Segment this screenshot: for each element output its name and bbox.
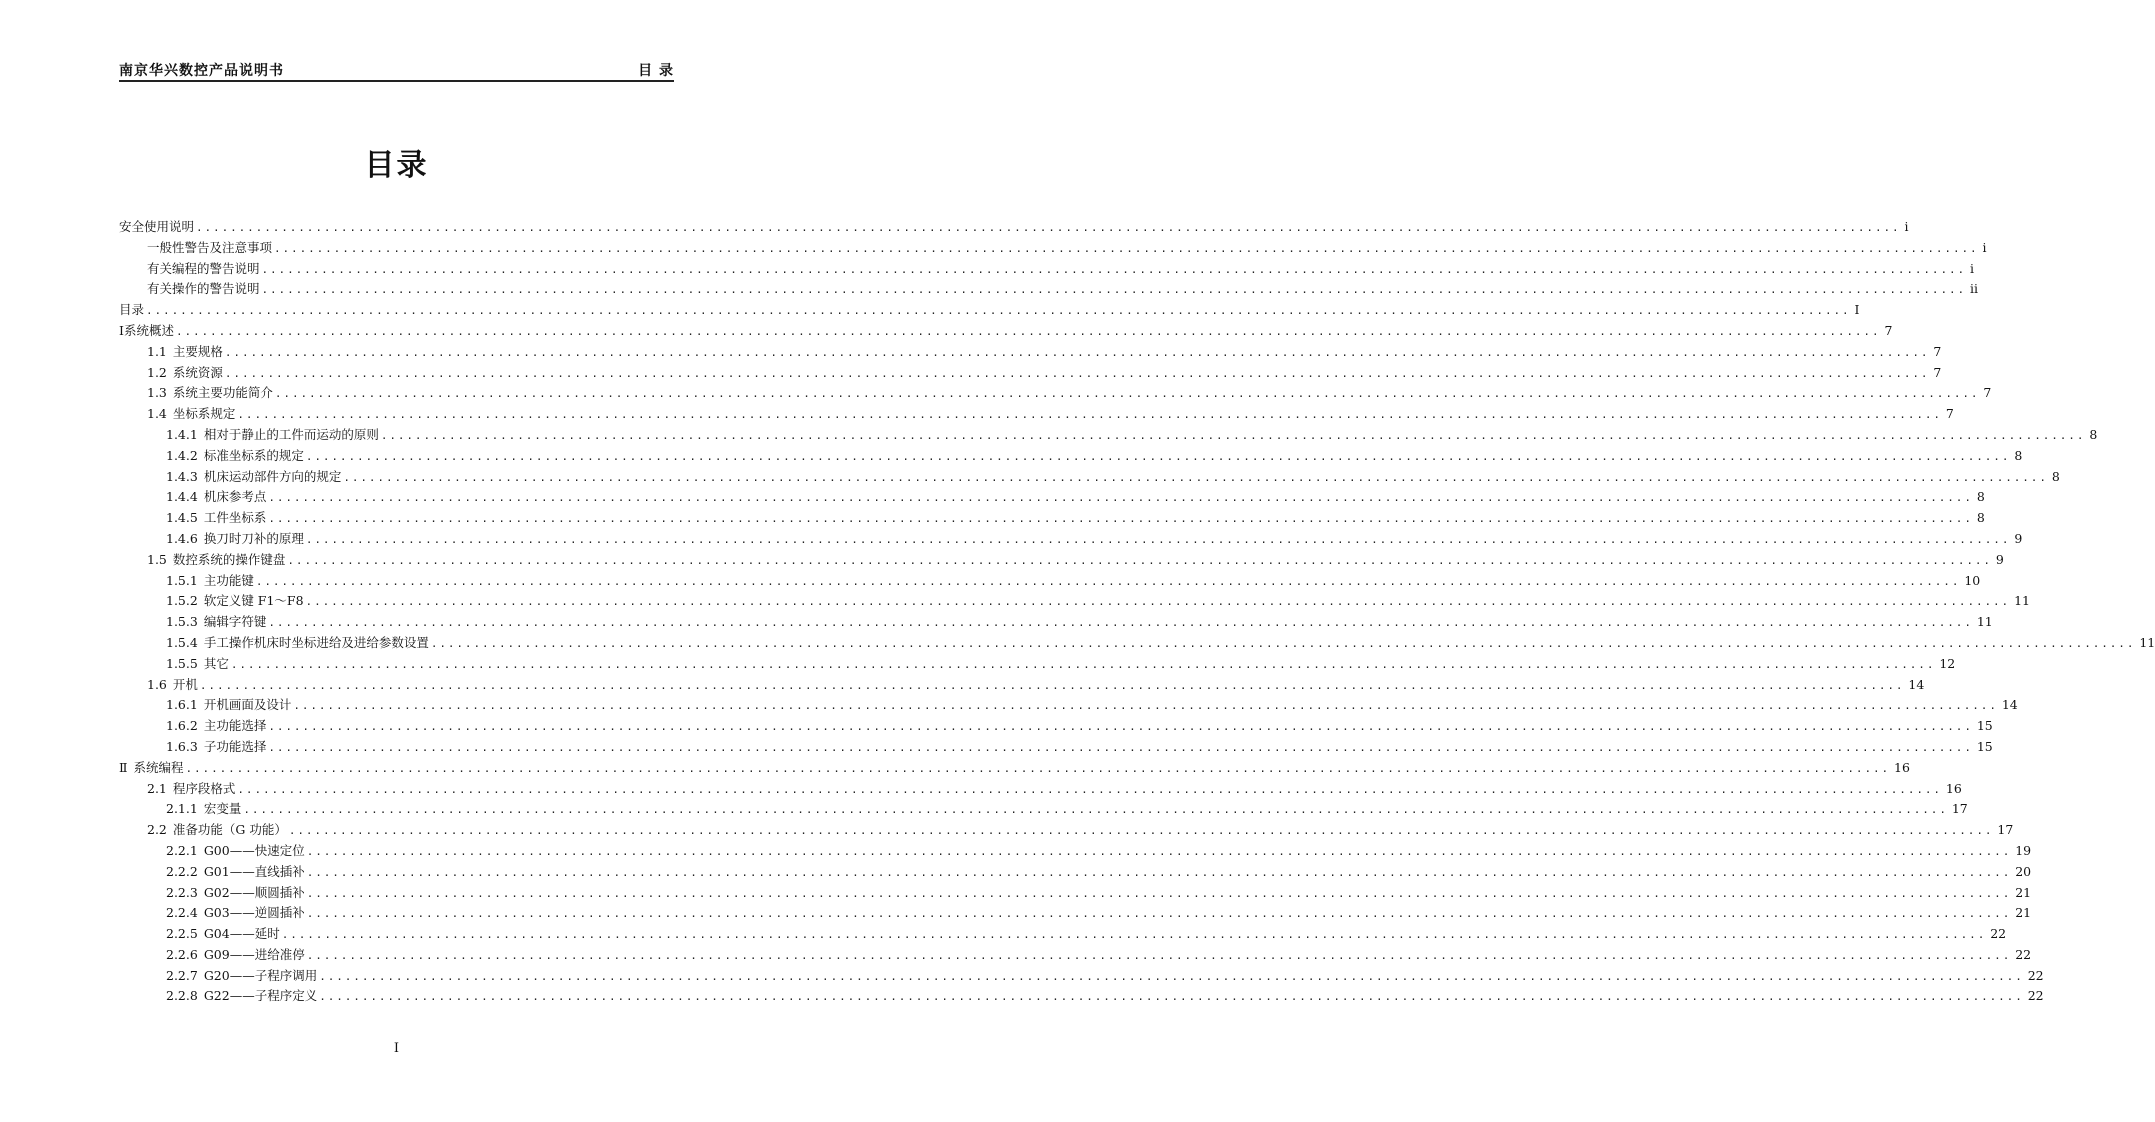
toc-dot-leader: ........................................................................................................................................................................................................ — [306, 886, 2012, 900]
toc-entry-title: 编辑字符键 — [203, 614, 267, 630]
toc-entry-title: 主功能选择 — [203, 718, 267, 734]
toc-entry-title: 工件坐标系 — [203, 510, 267, 526]
toc-dot-leader: ........................................................................................................................................................................................................ — [224, 366, 1930, 380]
toc-entry-page: I — [1854, 302, 1860, 318]
toc-entry-title: 主要规格 — [172, 343, 223, 359]
toc-entry-number: 2.1 — [147, 780, 167, 796]
toc-entry-title: 系统资源 — [172, 364, 223, 380]
toc-entry-page: i — [1982, 239, 1987, 255]
toc-entry[interactable] — [119, 571, 1981, 592]
toc-entry-page: 17 — [1997, 822, 2014, 838]
toc-entry-number: 1.4.2 — [166, 447, 198, 463]
toc-entry-title: G09——进给准停 — [203, 946, 305, 962]
toc-entry[interactable] — [119, 903, 2032, 924]
toc-entry-number: 1.4.5 — [166, 510, 198, 526]
toc-dot-leader: ........................................................................................................................................................................................................ — [268, 491, 1973, 505]
toc-dot-leader: ........................................................................................................................................................................................................ — [199, 678, 1905, 692]
toc-dot-leader: ........................................................................................................................................................................................................ — [261, 262, 1967, 276]
toc-dot-leader: ........................................................................................................................................................................................................ — [319, 990, 2024, 1004]
toc-entry-number: 1.6.1 — [166, 697, 198, 713]
toc-dot-leader: ........................................................................................................................................................................................................ — [288, 824, 1994, 838]
toc-entry-page: 22 — [2015, 946, 2032, 962]
header-manual-title: 南京华兴数控产品说明书 — [119, 63, 284, 79]
toc-entry-title: 机床参考点 — [203, 489, 267, 505]
toc-dot-leader: ........................................................................................................................................................................................................ — [305, 595, 2011, 609]
toc-entry[interactable] — [119, 737, 1993, 758]
toc-dot-leader: ........................................................................................................................................................................................................ — [268, 616, 1973, 630]
toc-entry[interactable] — [119, 924, 2007, 945]
toc-dot-leader: ........................................................................................................................................................................................................ — [268, 512, 1973, 526]
toc-entry-page: 7 — [1945, 406, 1954, 422]
toc-entry[interactable] — [119, 217, 1909, 238]
toc-dot-leader: ........................................................................................................................................................................................................ — [306, 948, 2012, 962]
toc-entry-title: 坐标系规定 — [172, 406, 236, 422]
toc-entry[interactable] — [119, 425, 2098, 446]
toc-entry-page: 12 — [1939, 655, 1956, 671]
toc-entry-number: 1.5.4 — [166, 634, 198, 650]
toc-entry-page: 16 — [1945, 780, 1962, 796]
toc-entry-page: 22 — [2027, 988, 2044, 1004]
toc-entry-page: 22 — [1990, 926, 2007, 942]
toc-entry-title: G00——快速定位 — [203, 842, 305, 858]
toc-entry-title: G20——子程序调用 — [203, 967, 318, 983]
toc-entry[interactable] — [119, 321, 1893, 342]
toc-entry[interactable] — [119, 383, 1992, 404]
toc-entry-number: 1.3 — [147, 385, 167, 401]
toc-entry-number: 2.2.6 — [166, 946, 198, 962]
toc-entry-title: G04——延时 — [203, 926, 280, 942]
toc-dot-leader: ........................................................................................................................................................................................................ — [196, 221, 1901, 234]
toc-entry-page: 7 — [1983, 385, 1992, 401]
toc-dot-leader: ........................................................................................................................................................................................................ — [237, 782, 1942, 796]
toc-entry-title: 安全使用说明 — [119, 219, 195, 234]
toc-entry-title: Ⅰ系统概述 — [119, 322, 174, 338]
toc-entry-page: 9 — [1995, 551, 2004, 567]
toc-entry[interactable] — [119, 363, 1942, 384]
toc-entry-title: G01——直线插补 — [203, 863, 305, 879]
toc-dot-leader: ........................................................................................................................................................................................................ — [268, 720, 1973, 734]
toc-dot-leader: ........................................................................................................................................................................................................ — [237, 408, 1942, 422]
toc-entry[interactable] — [119, 404, 1954, 425]
toc-dot-leader: ........................................................................................................................................................................................................ — [274, 241, 1979, 255]
toc-dot-leader: ........................................................................................................................................................................................................ — [306, 844, 2012, 858]
toc-entry-title: 有关编程的警告说明 — [147, 260, 260, 276]
toc-entry-page: 21 — [2015, 905, 2032, 921]
toc-entry-title: 标准坐标系的规定 — [203, 447, 304, 463]
toc-entry-page: 21 — [2015, 884, 2032, 900]
toc-entry-title: 目录 — [119, 302, 145, 318]
toc-entry-page: 8 — [1976, 510, 1985, 526]
toc-entry[interactable] — [119, 529, 2023, 550]
toc-entry-number: Ⅱ — [119, 759, 128, 775]
toc-entry-page: 8 — [2014, 447, 2023, 463]
toc-entry-number: 1.5 — [147, 551, 167, 567]
toc-entry[interactable] — [119, 342, 1942, 363]
toc-entry-page: 10 — [1964, 572, 1981, 588]
toc-dot-leader: ........................................................................................................................................................................................................ — [305, 532, 2011, 546]
toc-entry-number: 1.5.2 — [166, 593, 198, 609]
toc-dot-leader: ........................................................................................................................................................................................................ — [281, 928, 1987, 942]
toc-entry-page: 8 — [1976, 489, 1985, 505]
toc-dot-leader: ........................................................................................................................................................................................................ — [255, 574, 1961, 588]
toc-entry-title: 一般性警告及注意事项 — [147, 239, 273, 255]
toc-entry-number: 1.2 — [147, 364, 167, 380]
toc-entry-number: 2.2.5 — [166, 926, 198, 942]
toc-entry-page: 11 — [1976, 614, 1993, 630]
toc-entry[interactable] — [119, 467, 2060, 488]
toc-entry-page: 17 — [1951, 801, 1968, 817]
toc-dot-leader: ........................................................................................................................................................................................................ — [305, 449, 2011, 463]
toc-dot-leader: ........................................................................................................................................................................................................ — [343, 470, 2048, 484]
toc-entry-title: 开机 — [172, 676, 198, 692]
toc-entry-title: 主功能键 — [203, 572, 254, 588]
toc-entry-number: 2.2.1 — [166, 842, 198, 858]
page-number: I — [393, 1041, 400, 1056]
toc-entry[interactable] — [119, 945, 2032, 966]
toc-entry[interactable] — [119, 591, 2030, 612]
toc-entry-page: 7 — [1884, 322, 1893, 338]
toc-entry-number: 2.2.3 — [166, 884, 198, 900]
toc-entry[interactable] — [119, 612, 1993, 633]
page-title: 目录 — [364, 148, 429, 183]
toc-entry-title: 系统编程 — [133, 759, 184, 775]
toc-entry[interactable] — [119, 633, 2155, 654]
toc-entry-title: 程序段格式 — [172, 780, 236, 796]
toc-entry-page: 9 — [2014, 530, 2023, 546]
toc-dot-leader: ........................................................................................................................................................................................................ — [175, 324, 1881, 338]
toc-entry-page: 15 — [1976, 718, 1993, 734]
toc-entry[interactable] — [119, 986, 2044, 1007]
toc-entry[interactable] — [119, 779, 1962, 800]
toc-entry-page: i — [1904, 219, 1909, 234]
toc-entry[interactable] — [119, 238, 1987, 259]
toc-entry-number: 1.6 — [147, 676, 167, 692]
toc-entry[interactable] — [119, 820, 2014, 841]
toc-entry-page: 22 — [2027, 967, 2044, 983]
toc-entry[interactable] — [119, 966, 2044, 987]
toc-dot-leader: ........................................................................................................................................................................................................ — [274, 387, 1980, 401]
toc-entry[interactable] — [119, 550, 2004, 571]
toc-entry-title: 数控系统的操作键盘 — [172, 551, 286, 567]
toc-entry-title: 有关操作的警告说明 — [147, 281, 260, 297]
toc-entry-number: 2.2.4 — [166, 905, 198, 921]
toc-entry-number: 2.2 — [147, 822, 167, 838]
toc-entry-number: 1.4.3 — [166, 468, 198, 484]
toc-entry-page: 11 — [2014, 593, 2030, 609]
toc-entry-title: 开机画面及设计 — [203, 697, 292, 713]
toc-entry-page: 8 — [2051, 468, 2060, 484]
toc-entry[interactable] — [119, 259, 1975, 280]
toc-entry-number: 1.6.2 — [166, 718, 198, 734]
toc-entry-number: 1.5.1 — [166, 572, 198, 588]
toc-entry-page: 14 — [1908, 676, 1925, 692]
toc-entry-number: 1.5.5 — [166, 655, 198, 671]
toc-entry-title: G22——子程序定义 — [203, 988, 318, 1004]
toc-entry-page: 8 — [2089, 426, 2098, 442]
toc-entry-page: i — [1970, 260, 1975, 276]
toc-entry-title: 其它 — [203, 655, 229, 671]
toc-entry-title: 系统主要功能简介 — [172, 385, 273, 401]
toc-entry-number: 1.1 — [147, 343, 167, 359]
toc-dot-leader: ........................................................................................................................................................................................................ — [146, 304, 1851, 318]
toc-dot-leader: ........................................................................................................................................................................................................ — [306, 907, 2012, 921]
toc-entry-page: ii — [1970, 281, 1979, 297]
toc-entry-page: 20 — [2015, 863, 2032, 879]
toc-entry-title: 换刀时刀补的原理 — [203, 530, 304, 546]
toc-entry-number: 1.4.6 — [166, 530, 198, 546]
toc-entry-title: 相对于静止的工件而运动的原则 — [203, 426, 379, 442]
toc-entry-number: 1.5.3 — [166, 614, 198, 630]
toc-dot-leader: ........................................................................................................................................................................................................ — [185, 761, 1891, 775]
toc-entry-page: 16 — [1894, 759, 1910, 775]
toc-entry-number: 2.2.8 — [166, 988, 198, 1004]
toc-entry[interactable] — [119, 300, 1860, 321]
toc-entry-title: 机床运动部件方向的规定 — [203, 468, 342, 484]
toc-entry-page: 11 — [2139, 634, 2155, 650]
toc-entry[interactable] — [119, 675, 1925, 696]
toc-entry-page: 7 — [1933, 343, 1942, 359]
toc-entry-number: 2.2.2 — [166, 863, 198, 879]
toc-entry-number: 1.4 — [147, 406, 167, 422]
toc-dot-leader: ........................................................................................................................................................................................................ — [319, 969, 2024, 983]
toc-entry[interactable] — [119, 446, 2023, 467]
toc-entry-title: 准备功能（G 功能） — [172, 822, 287, 838]
toc-dot-leader: ........................................................................................................................................................................................................ — [261, 283, 1967, 297]
toc-entry[interactable] — [119, 654, 1956, 675]
toc-entry-number: 1.4.1 — [166, 426, 198, 442]
toc-dot-leader: ........................................................................................................................................................................................................ — [287, 553, 1992, 567]
toc-entry-number: 2.1.1 — [166, 801, 198, 817]
toc-entry-number: 1.6.3 — [166, 738, 198, 754]
toc-entry[interactable] — [119, 883, 2032, 904]
toc-entry-page: 19 — [2015, 842, 2032, 858]
toc-entry[interactable] — [119, 695, 2018, 716]
toc-entry[interactable] — [119, 716, 1993, 737]
toc-entry[interactable] — [119, 862, 2032, 883]
toc-entry-title: 子功能选择 — [203, 738, 267, 754]
toc-entry-number: 2.2.7 — [166, 967, 198, 983]
toc-entry-title: 手工操作机床时坐标进给及进给参数设置 — [203, 634, 429, 650]
toc-entry[interactable] — [119, 841, 2032, 862]
toc-entry[interactable] — [119, 799, 1968, 820]
toc-entry-title: G02——顺圆插补 — [203, 884, 305, 900]
toc-entry-page: 15 — [1976, 738, 1993, 754]
toc-entry-page: 7 — [1933, 364, 1942, 380]
toc-entry-title: 宏变量 — [203, 801, 242, 817]
toc-entry[interactable] — [119, 487, 1985, 508]
toc-dot-leader: ........................................................................................................................................................................................................ — [430, 636, 2136, 650]
toc-dot-leader: ........................................................................................................................................................................................................ — [243, 803, 1948, 817]
toc-entry-title: 软定义键 F1～F8 — [203, 593, 304, 609]
toc-entry[interactable] — [119, 279, 1979, 300]
toc-dot-leader: ........................................................................................................................................................................................................ — [268, 740, 1973, 754]
toc-dot-leader: ........................................................................................................................................................................................................ — [293, 699, 1998, 713]
toc-entry[interactable] — [119, 758, 1910, 779]
toc-dot-leader: ........................................................................................................................................................................................................ — [380, 428, 2086, 442]
toc-entry-number: 1.4.4 — [166, 489, 198, 505]
toc-dot-leader: ........................................................................................................................................................................................................ — [230, 657, 1936, 671]
toc-dot-leader: ........................................................................................................................................................................................................ — [306, 865, 2012, 879]
toc-dot-leader: ........................................................................................................................................................................................................ — [224, 345, 1930, 359]
toc-entry-page: 14 — [2001, 697, 2018, 713]
toc-entry[interactable] — [119, 508, 1985, 529]
header-section-name: 目 录 — [638, 63, 674, 79]
toc-entry-title: G03——逆圆插补 — [203, 905, 305, 921]
table-of-contents — [119, 217, 2155, 1007]
page-header — [119, 58, 674, 82]
